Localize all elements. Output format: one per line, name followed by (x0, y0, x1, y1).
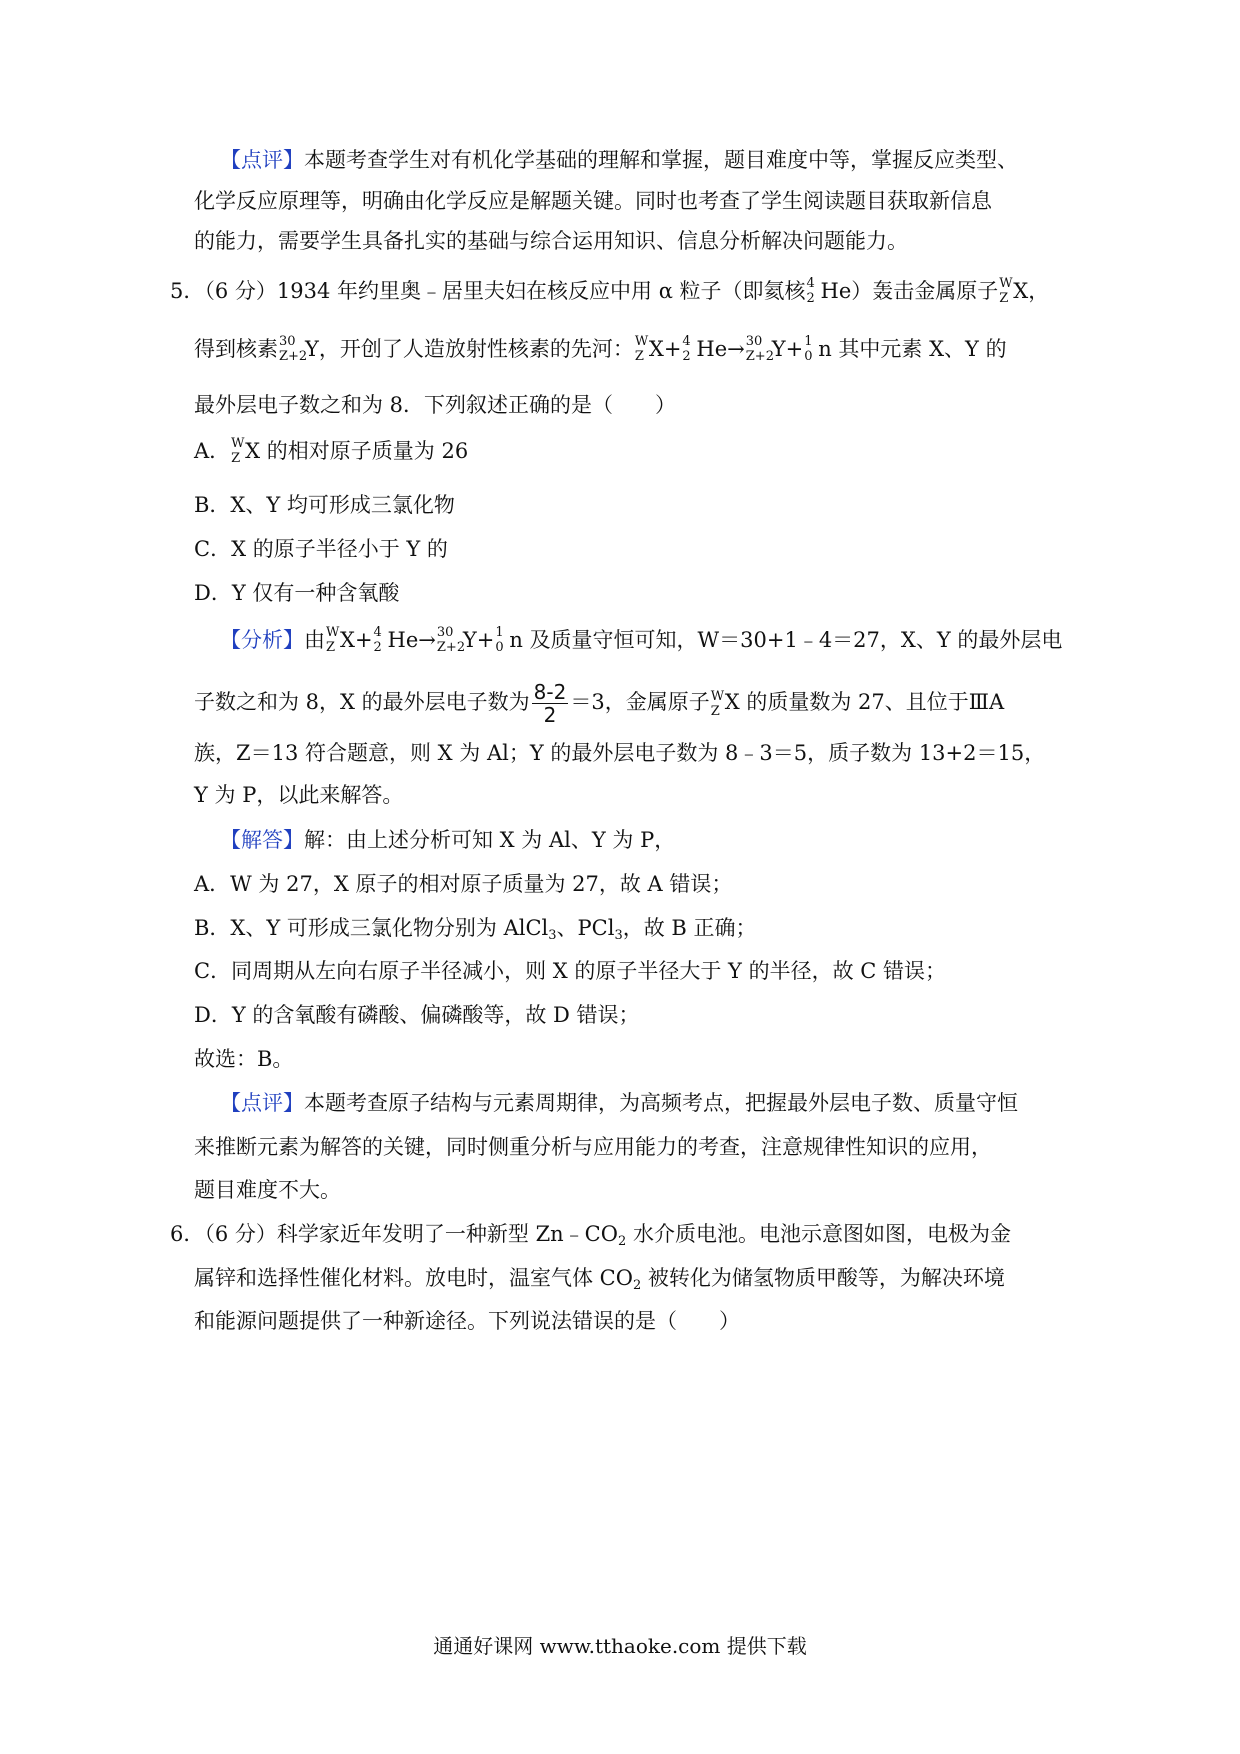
q5-stem-line2 (194, 334, 1007, 364)
analysis-text: 子数之和为 8，X 的最外层电子数为 (194, 690, 530, 714)
helium-nuclide: 4 2 (682, 334, 691, 364)
y-nuclide: 30 Z+2 (745, 334, 774, 364)
answer-text: 解：由上述分析可知 X 为 Al、Y 为 P， (304, 828, 676, 852)
q5-stem-text: Y+ (771, 337, 804, 361)
q5-stem-text: n 其中元素 X、Y 的 (818, 337, 1007, 361)
helium-nuclide: 4 2 (373, 625, 382, 655)
analysis-line4: Y 为 P，以此来解答。 (194, 783, 404, 807)
analysis-text: ＝3，金属原子 (570, 690, 710, 714)
helium-nuclide: 4 2 (806, 276, 815, 306)
q6-stem-line3: 和能源问题提供了一种新途径。下列说法错误的是（ ） (194, 1309, 740, 1333)
review2-line1 (220, 1088, 1018, 1118)
q5-stem-text: 得到核素 (194, 337, 278, 361)
subscript: 2 (617, 1234, 627, 1249)
q5-stem-line3: 最外层电子数之和为 8．下列叙述正确的是（ ） (194, 393, 677, 417)
q5-stem-line1 (170, 276, 1049, 306)
fraction-denominator: 2 (543, 703, 557, 727)
analysis-line2 (194, 680, 1004, 726)
review-tag: 【点评】 (220, 148, 304, 172)
analysis-tag: 【分析】 (220, 628, 304, 652)
answer-line0 (220, 825, 675, 855)
q5-option-b: B．X、Y 均可形成三氯化物 (194, 493, 455, 517)
q5-stem-text: X， (1013, 279, 1050, 303)
option-a-label: A． (194, 439, 231, 463)
analysis-line1 (220, 625, 1062, 655)
x-nuclide: W Z (326, 625, 340, 655)
review2-text: 本题考查原子结构与元素周期律，为高频考点，把握最外层电子数、质量守恒 (304, 1091, 1018, 1115)
option-a-text: X 的相对原子质量为 26 (245, 439, 469, 463)
review1-line1 (220, 145, 1018, 175)
analysis-line3: 族，Z＝13 符合题意，则 X 为 Al；Y 的最外层电子数为 8﹣3＝5，质子数为 13+2＝15， (194, 741, 1046, 765)
fraction-numerator: 8-2 (533, 680, 567, 704)
y-nuclide: 30 Z+2 (279, 334, 308, 364)
review1-line3: 的能力，需要学生具备扎实的基础与综合运用知识、信息分析解决问题能力。 (194, 229, 908, 253)
analysis-text: X 的质量数为 27、且位于ⅢA (724, 690, 1005, 714)
x-nuclide: W Z (710, 688, 725, 719)
x-nuclide: W Z (999, 276, 1013, 306)
q6-stem-line1 (170, 1219, 1011, 1257)
analysis-text: n 及质量守恒可知，W＝30+1﹣4＝27，X、Y 的最外层电 (509, 628, 1063, 652)
answer-tag: 【解答】 (220, 828, 304, 852)
y-nuclide: 30 Z+2 (436, 625, 466, 655)
subscript: 2 (632, 1278, 642, 1293)
q5-option-a (194, 436, 468, 466)
review2-line2: 来推断元素为解答的关键，同时侧重分析与应用能力的考查，注意规律性知识的应用， (194, 1135, 992, 1159)
x-nuclide: W Z (231, 436, 245, 466)
analysis-text: 由 (304, 628, 325, 652)
answer-option-a: A．W 为 27，X 原子的相对原子质量为 27，故 A 错误； (194, 872, 733, 896)
answer-text: ，故 B 正确； (622, 916, 757, 940)
neutron-nuclide: 1 0 (495, 625, 504, 655)
q5-stem-text: He）轰击金属原子 (820, 279, 999, 303)
q6-text: 水介质电池。电池示意图如图，电极为金 (626, 1222, 1011, 1246)
analysis-text: Y+ (462, 628, 495, 652)
q5-stem-text: Y，开创了人造放射性核素的先河： (305, 337, 634, 361)
analysis-text: X+ (340, 628, 373, 652)
answer-option-d: D．Y 的含氧酸有磷酸、偏磷酸等，故 D 错误； (194, 1003, 640, 1027)
review-tag: 【点评】 (220, 1091, 304, 1115)
fraction (532, 681, 569, 726)
q5-stem-text: 5．（6 分）1934 年约里奥﹣居里夫妇在核反应中用 α 粒子（即氦核 (170, 279, 806, 303)
answer-option-b (194, 913, 757, 951)
page-footer: 通通好课网 www.tthaoke.com 提供下载 (433, 1634, 807, 1658)
review1-text: 本题考查学生对有机化学基础的理解和掌握，题目难度中等，掌握反应类型、 (304, 148, 1018, 172)
answer-option-c: C．同周期从左向右原子半径减小，则 X 的原子半径大于 Y 的半径，故 C 错误； (194, 959, 946, 983)
x-nuclide: W Z (634, 334, 649, 364)
subscript: 3 (614, 928, 623, 943)
subscript: 3 (548, 928, 557, 943)
q5-stem-text: He→ (696, 337, 745, 361)
q6-text: 被转化为储氢物质甲酸等，为解决环境 (641, 1266, 1005, 1290)
answer-choice: 故选：B。 (194, 1047, 294, 1071)
q6-text: 属锌和选择性催化材料。放电时，温室气体 CO (194, 1266, 633, 1290)
q6-stem-line2 (194, 1263, 1005, 1301)
q5-option-d: D．Y 仅有一种含氧酸 (194, 581, 400, 605)
review1-line2: 化学反应原理等，明确由化学反应是解题关键。同时也考查了学生阅读题目获取新信息 (194, 189, 992, 213)
answer-text: 、PCl (556, 916, 615, 940)
review2-line3: 题目难度不大。 (194, 1178, 341, 1202)
q5-stem-text: X+ (648, 337, 682, 361)
q5-option-c: C．X 的原子半径小于 Y 的 (194, 537, 448, 561)
q6-text: 6．（6 分）科学家近年发明了一种新型 Zn﹣CO (170, 1222, 618, 1246)
analysis-text: He→ (387, 628, 436, 652)
neutron-nuclide: 1 0 (804, 334, 813, 364)
answer-text: B．X、Y 可形成三氯化物分别为 AlCl (194, 916, 549, 940)
